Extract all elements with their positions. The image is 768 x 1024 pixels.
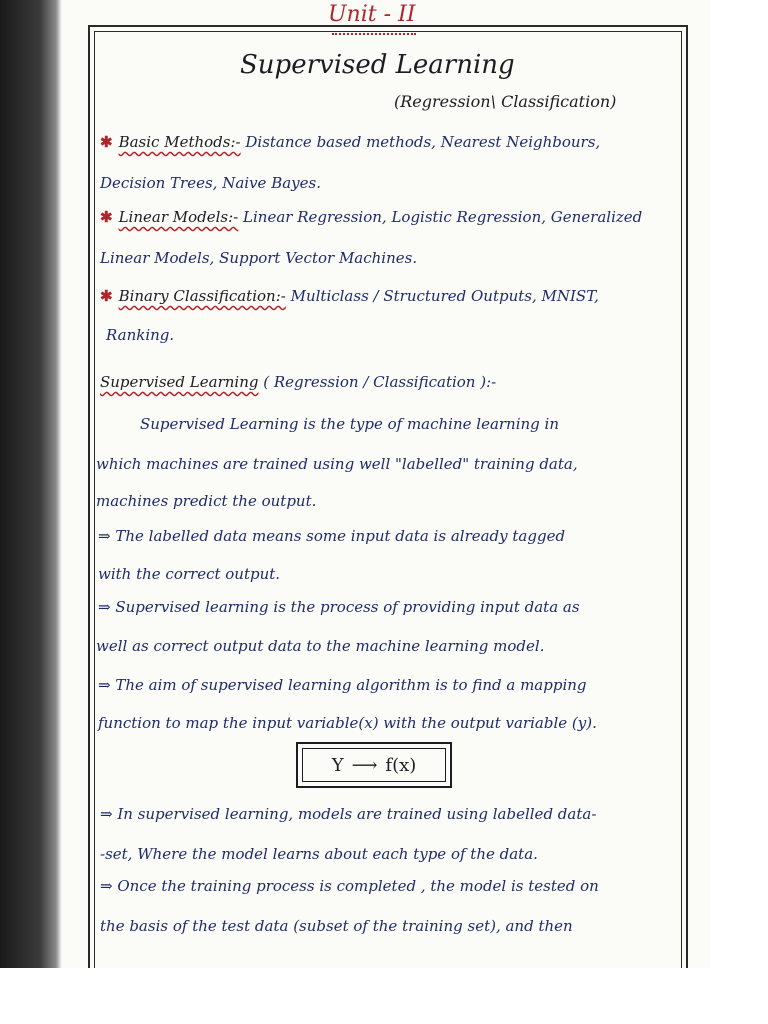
bullet-continuation: Ranking. <box>106 326 175 344</box>
bullet-head: Linear Models:- <box>118 208 239 226</box>
page-edge-shadow <box>0 0 62 1024</box>
point-line: ⇒ In supervised learning, models are trained using labelled data- <box>100 805 597 823</box>
page-bottom-margin <box>0 968 768 1024</box>
unit-heading: Unit - II <box>328 2 416 27</box>
formula-right: f(x) <box>385 754 417 776</box>
arrow-icon: ⟶ <box>351 754 378 776</box>
paragraph-line: Supervised Learning is the type of machine learning in <box>140 415 560 433</box>
bullet-head: Binary Classification:- <box>118 287 286 305</box>
point-line: ⇒ Once the training process is completed , the model is tested on <box>100 877 599 895</box>
bullet-continuation: Linear Models, Support Vector Machines. <box>100 249 418 267</box>
point-line: the basis of the test data (subset of the training set), and then <box>100 917 573 935</box>
asterisk-icon: ✱ <box>100 208 113 226</box>
formula-box <box>296 742 452 788</box>
point-line: ⇒ The aim of supervised learning algorithm is to find a mapping <box>98 676 587 694</box>
bullet-head: Basic Methods:- <box>118 133 241 151</box>
bullet-continuation: Decision Trees, Naive Bayes. <box>100 174 321 192</box>
formula-left: Y <box>331 754 344 776</box>
point-line: -set, Where the model learns about each type of the data. <box>100 845 538 863</box>
section-heading-title: Supervised Learning <box>100 373 259 391</box>
section-heading <box>100 373 496 391</box>
bullet-text: Distance based methods, Nearest Neighbours, <box>245 133 601 151</box>
page-title: Supervised Learning <box>240 50 515 80</box>
bullet-text: Multiclass / Structured Outputs, MNIST, <box>290 287 599 305</box>
asterisk-icon: ✱ <box>100 133 113 151</box>
formula-inner <box>302 748 446 782</box>
asterisk-icon: ✱ <box>100 287 113 305</box>
bullet-linear-models <box>100 208 642 226</box>
point-line: ⇒ The labelled data means some input data is already tagged <box>98 527 566 545</box>
section-heading-rest: ( Regression / Classification ):- <box>263 373 497 391</box>
bullet-basic-methods <box>100 133 600 151</box>
paragraph-line: which machines are trained using well "labelled" training data, <box>96 455 578 473</box>
point-line: with the correct output. <box>98 565 281 583</box>
bullet-binary-classification <box>100 287 599 305</box>
point-line: function to map the input variable(x) with the output variable (y). <box>98 714 597 732</box>
point-line: well as correct output data to the machine learning model. <box>96 637 545 655</box>
paragraph-line: machines predict the output. <box>96 492 317 510</box>
page-subtitle: (Regression\ Classification) <box>394 92 617 111</box>
bullet-text: Linear Regression, Logistic Regression, Generalized <box>243 208 643 226</box>
point-line: ⇒ Supervised learning is the process of providing input data as <box>98 598 580 616</box>
